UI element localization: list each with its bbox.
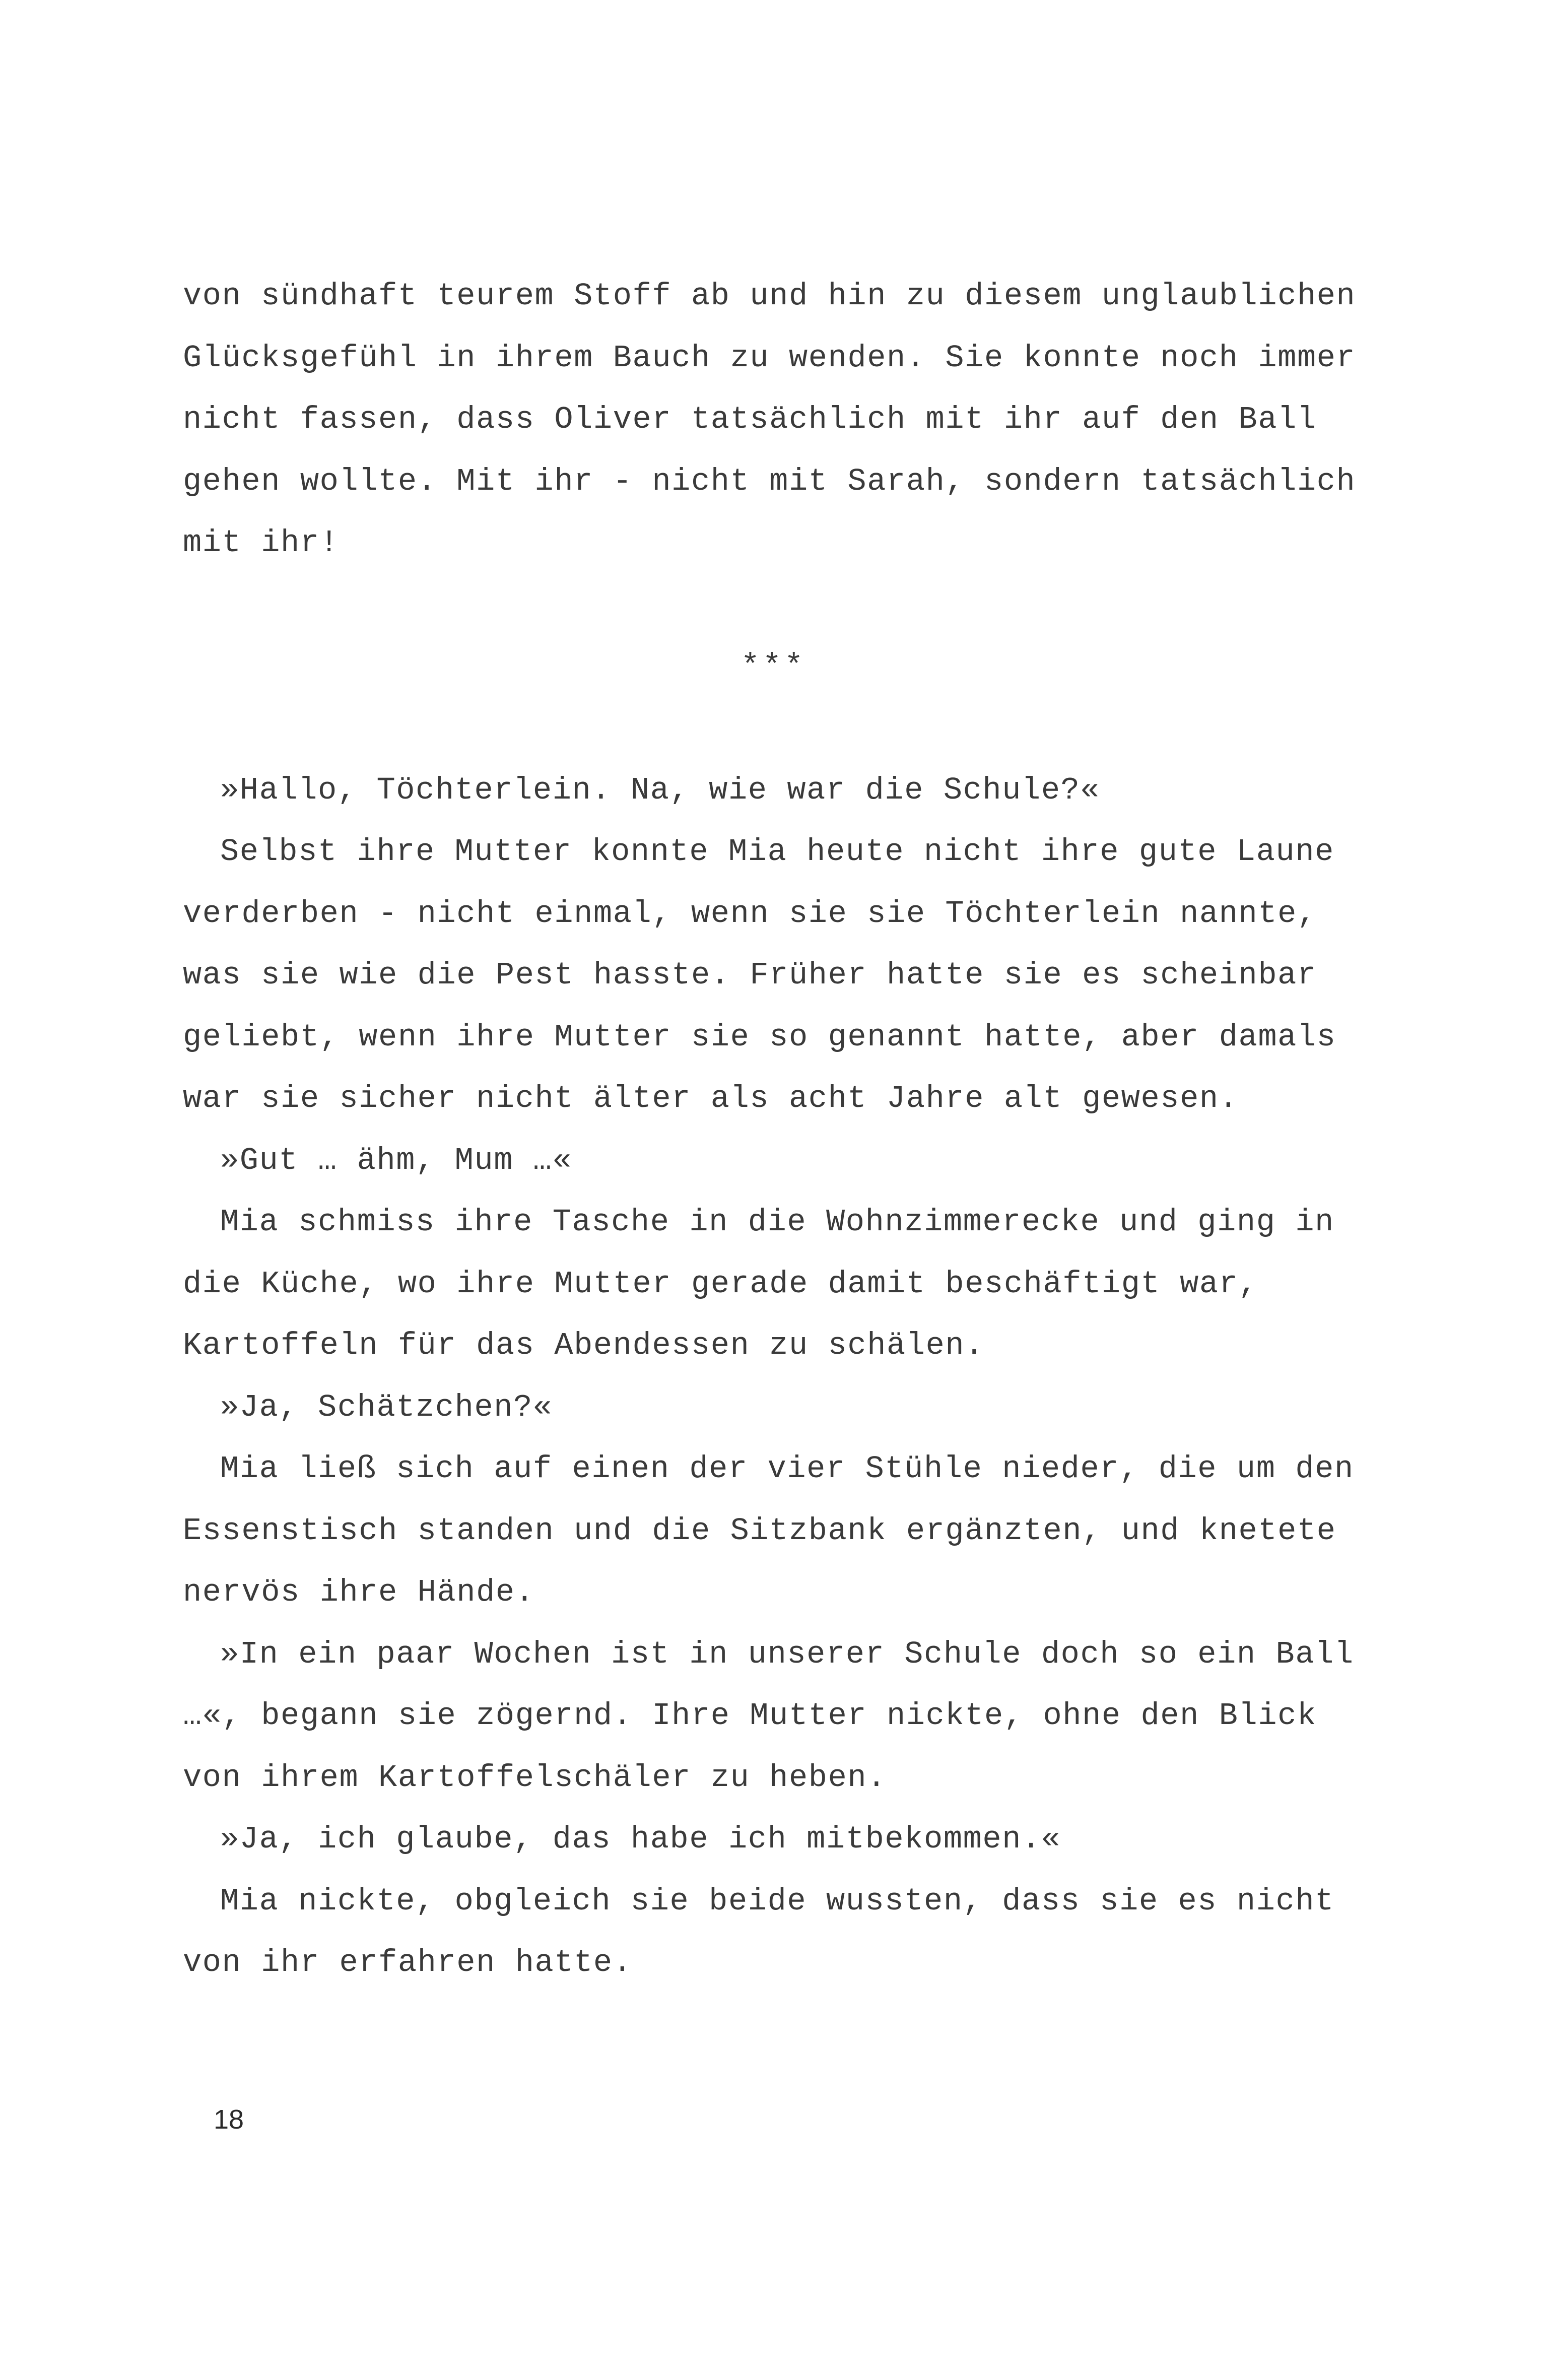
dialogue-line: »In ein paar Wochen ist in unserer Schule doch so ein Ball <box>220 1636 1354 1672</box>
text-line: mit ihr! <box>183 525 340 561</box>
text-line: von ihrem Kartoffelschäler zu heben. <box>183 1760 887 1796</box>
dialogue-line: »Ja, ich glaube, das habe ich mitbekommen.« <box>220 1821 1061 1857</box>
dialogue-line: »Hallo, Töchterlein. Na, wie war die Schule?« <box>220 772 1100 808</box>
text-line: von sündhaft teurem Stoff ab und hin zu diesem unglaublichen <box>183 278 1356 314</box>
text-line: gehen wollte. Mit ihr - nicht mit Sarah, sondern tatsächlich <box>183 464 1356 499</box>
paragraph-first-line: Mia schmiss ihre Tasche in die Wohnzimmerecke und ging in <box>220 1204 1334 1240</box>
text-line: Essenstisch standen und die Sitzbank ergänzten, und knetete <box>183 1513 1336 1549</box>
text-line: …«, begann sie zögernd. Ihre Mutter nickte, ohne den Blick <box>183 1698 1317 1734</box>
paragraph-first-line: Selbst ihre Mutter konnte Mia heute nicht ihre gute Laune <box>220 834 1334 870</box>
text-line: Kartoffeln für das Abendessen zu schälen. <box>183 1328 985 1363</box>
paragraph-first-line: Mia nickte, obgleich sie beide wussten, dass sie es nicht <box>220 1883 1334 1919</box>
text-line: geliebt, wenn ihre Mutter sie so genannt hatte, aber damals <box>183 1019 1336 1055</box>
text-line: nervös ihre Hände. <box>183 1574 535 1610</box>
text-line: verderben - nicht einmal, wenn sie sie Töchterlein nannte, <box>183 896 1317 932</box>
text-line: von ihr erfahren hatte. <box>183 1945 633 1980</box>
text-line: Glücksgefühl in ihrem Bauch zu wenden. Sie konnte noch immer <box>183 340 1356 376</box>
text-line: war sie sicher nicht älter als acht Jahre alt gewesen. <box>183 1081 1239 1116</box>
text-line: was sie wie die Pest hasste. Früher hatte sie es scheinbar <box>183 957 1317 993</box>
scene-separator: *** <box>741 648 806 684</box>
dialogue-line: »Gut … ähm, Mum …« <box>220 1143 572 1178</box>
text-line: die Küche, wo ihre Mutter gerade damit beschäftigt war, <box>183 1266 1258 1302</box>
page-number: 18 <box>214 2104 244 2135</box>
text-line: nicht fassen, dass Oliver tatsächlich mit ihr auf den Ball <box>183 402 1317 437</box>
paragraph-first-line: Mia ließ sich auf einen der vier Stühle nieder, die um den <box>220 1451 1354 1487</box>
dialogue-line: »Ja, Schätzchen?« <box>220 1390 553 1425</box>
